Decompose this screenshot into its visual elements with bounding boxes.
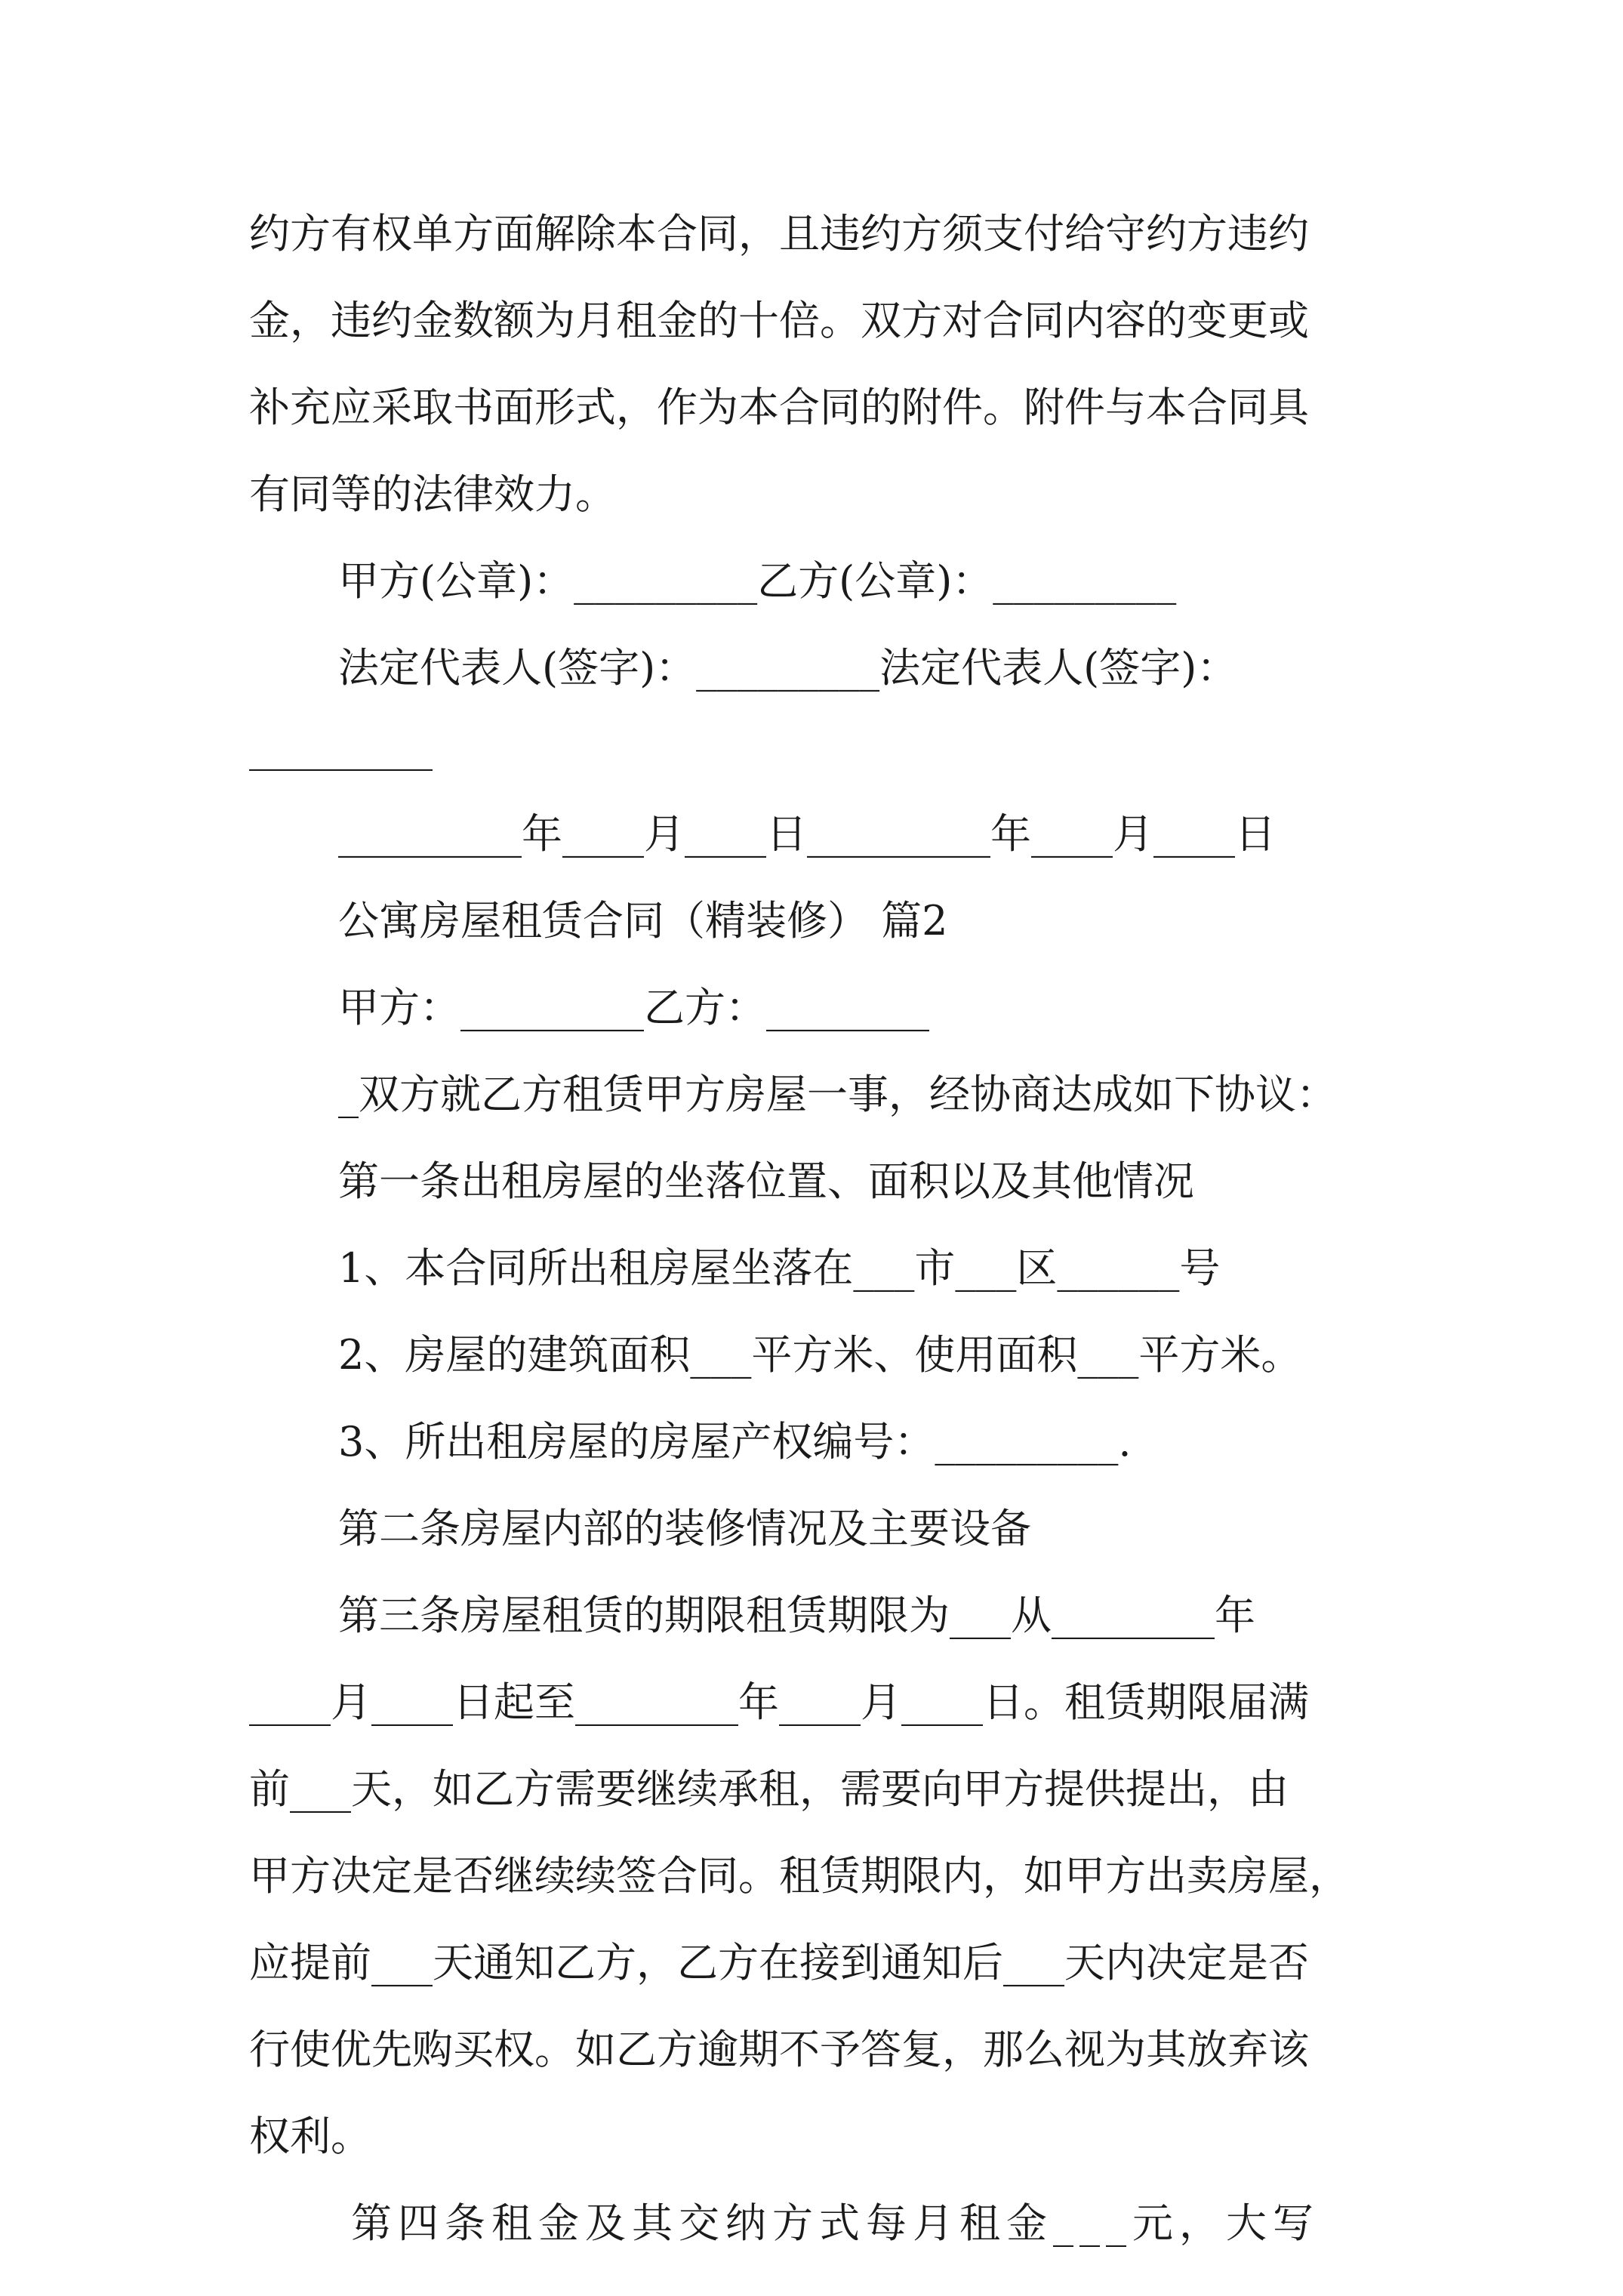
article-one-item-2: 2、房屋的建筑面积___平方米、使用面积___平方米。 (338, 1331, 1302, 1379)
parties-line: 甲方：_________乙方：________ (338, 984, 929, 1031)
paragraph-line: 权利。 (249, 2113, 371, 2160)
legal-rep-signature-line: 法定代表人(签字)：_________法定代表人(签字)： (338, 644, 1238, 692)
signature-blank-line: _________ (249, 723, 433, 771)
section-title: 公寓房屋租赁合同（精装修） 篇2 (338, 897, 948, 945)
article-one-item-1: 1、本合同所出租房屋坐落在___市___区______号 (338, 1244, 1221, 1292)
paragraph-line: ____月____日起至________年____月____日。租赁期限届满 (249, 1678, 1309, 1726)
article-two-heading: 第二条房屋内部的装修情况及主要设备 (338, 1505, 1031, 1552)
article-one-item-3: 3、所出租房屋的房屋产权编号：_________. (338, 1418, 1132, 1465)
article-one-heading: 第一条出租房屋的坐落位置、面积以及其他情况 (338, 1157, 1194, 1205)
date-line: _________年____月____日_________年____月____日 (338, 810, 1276, 858)
article-three-line: 第三条房屋租赁的期限租赁期限为___从________年 (338, 1592, 1255, 1639)
paragraph-line: 应提前___天通知乙方，乙方在接到通知后___天内决定是否 (249, 1939, 1309, 1986)
paragraph-line: 补充应采取书面形式，作为本合同的附件。附件与本合同具 (249, 384, 1309, 431)
paragraph-line: 行使优先购买权。如乙方逾期不予答复，那么视为其放弃该 (249, 2026, 1309, 2073)
article-four-line: 第四条租金及其交纳方式每月租金___元，大写 (351, 2199, 1320, 2247)
paragraph-line: 前___天，如乙方需要继续承租，需要向甲方提供提出，由 (249, 1765, 1289, 1813)
paragraph-line: 有同等的法律效力。 (249, 470, 616, 518)
paragraph-line: 金，违约金数额为月租金的十倍。双方对合同内容的变更或 (249, 297, 1309, 344)
paragraph-line: 约方有权单方面解除本合同，且违约方须支付给守约方违约 (249, 210, 1309, 257)
paragraph-line: 甲方决定是否继续续签合同。租赁期限内，如甲方出卖房屋， (249, 1852, 1350, 1900)
party-a-seal-line: 甲方(公章)：_________乙方(公章)：_________ (338, 557, 1177, 605)
agreement-intro: _双方就乙方租赁甲方房屋一事，经协商达成如下协议： (338, 1071, 1337, 1118)
